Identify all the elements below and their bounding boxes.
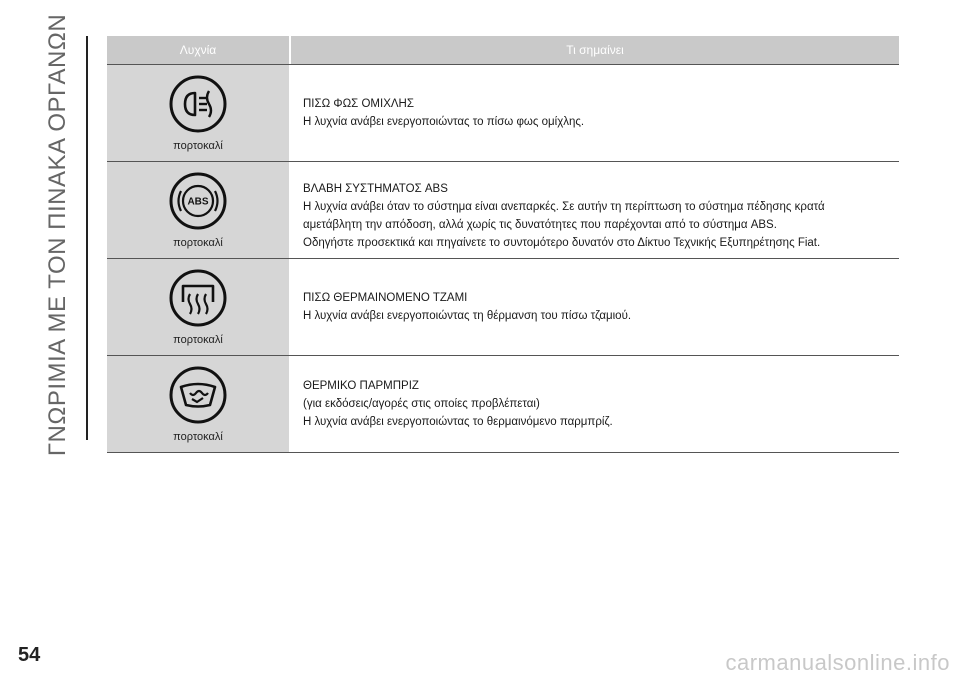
header-lamp: Λυχνία [179, 43, 217, 57]
table-row [107, 356, 899, 453]
row-title: ΠΙΣΩ ΘΕΡΜΑΙΝΟΜΕΝΟ ΤΖΑΜΙ [303, 292, 468, 304]
row-text: Οδηγήστε προσεκτικά και πηγαίνετε το συντομότερο δυνατόν στο Δίκτυο Τεχνικής Εξυπηρέτησης Fiat. [303, 237, 821, 249]
lamp-color-label: πορτοκαλί [173, 140, 223, 152]
lamp-cell [107, 65, 289, 161]
heated-windscreen-icon [168, 365, 228, 425]
row-text: Η λυχνία ανάβει ενεργοποιώντας το θερμαινόμενο παρμπρίζ. [303, 416, 613, 428]
heated-rear-window-icon [168, 268, 228, 328]
description-cell [289, 65, 899, 161]
description-cell [289, 356, 899, 452]
table-header [107, 36, 899, 65]
warning-lights-table [107, 36, 899, 453]
section-title [28, 13, 88, 457]
row-title: ΒΛΑΒΗ ΣΥΣΤΗΜΑΤΟΣ ABS [303, 183, 448, 195]
rear-fog-light-icon [168, 74, 228, 134]
row-text: Η λυχνία ανάβει ενεργοποιώντας τη θέρμανση του πίσω τζαμιού. [303, 310, 632, 322]
description-cell [289, 259, 899, 355]
lamp-cell [107, 356, 289, 452]
lamp-color-label: πορτοκαλί [173, 334, 223, 346]
description-cell [289, 162, 899, 258]
lamp-color-label: πορτοκαλί [173, 431, 223, 443]
watermark: carmanualsonline.info [725, 650, 950, 675]
table-row [107, 65, 899, 162]
row-text: Η λυχνία ανάβει ενεργοποιώντας το πίσω φως ομίχλης. [303, 116, 585, 128]
section-title-text: ΓΝΩΡΙΜΙΑ ΜΕ ΤΟΝ ΠΙΝΑΚΑ ΟΡΓΑΝΩΝ [44, 13, 71, 457]
svg-text:ABS: ABS [187, 196, 209, 208]
lamp-color-label: πορτοκαλί [173, 237, 223, 249]
table-row [107, 162, 899, 259]
row-title: ΘΕΡΜΙΚΟ ΠΑΡΜΠΡΙΖ [303, 380, 419, 392]
row-text: αμετάβλητη την απόδοση, αλλά χωρίς τις δυνατότητες που παρέχονται από το σύστημα ABS. [303, 219, 777, 231]
header-meaning: Τι σημαίνει [289, 36, 899, 64]
row-title: ΠΙΣΩ ΦΩΣ ΟΜΙΧΛΗΣ [303, 98, 414, 110]
row-text: Η λυχνία ανάβει όταν το σύστημα είναι ανεπαρκές. Σε αυτήν τη περίπτωση το σύστημα πέδησης κρατά [303, 201, 825, 213]
page-number: 54 [18, 644, 41, 666]
abs-icon [168, 171, 228, 231]
lamp-cell [107, 259, 289, 355]
table-row [107, 259, 899, 356]
row-text: (για εκδόσεις/αγορές στις οποίες προβλέπεται) [303, 398, 540, 410]
lamp-cell [107, 162, 289, 258]
section-divider [86, 36, 88, 440]
